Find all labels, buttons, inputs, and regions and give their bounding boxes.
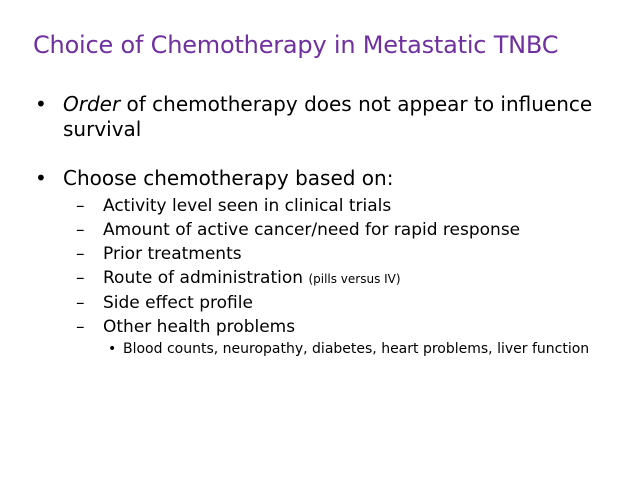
sub-bullet-text: Side effect profile [103, 293, 253, 313]
sub-bullet-note: (pills versus IV) [308, 272, 401, 286]
bullet-item-choose [33, 166, 613, 358]
sub-bullet-text: Prior treatments [103, 244, 242, 264]
sub-bullet-item [76, 315, 613, 358]
sub-bullet-item [76, 266, 613, 291]
dash-marker: – [76, 268, 85, 288]
sub-bullet-text: Amount of active cancer/need for rapid response [103, 220, 521, 240]
sub-bullet-text: Other health problems [103, 317, 296, 337]
dash-marker: – [76, 244, 85, 264]
dash-marker: – [76, 196, 85, 216]
dash-marker: – [76, 220, 85, 240]
sub-sub-bullet-text: Blood counts, neuropathy, diabetes, heart problems, liver function [123, 341, 590, 357]
sub-bullet-list [63, 194, 613, 358]
sub-sub-bullet-item [105, 340, 593, 358]
bullet-item-order [33, 92, 613, 142]
bullet-text: Choose chemotherapy based on: [63, 166, 394, 190]
slide-title: Choice of Chemotherapy in Metastatic TNBC [33, 31, 559, 59]
dash-marker: – [76, 317, 85, 337]
sub-bullet-item [76, 194, 613, 218]
bullet-list [33, 92, 613, 358]
bullet-marker: • [35, 166, 47, 190]
sub-bullet-item [76, 291, 613, 315]
dash-marker: – [76, 293, 85, 313]
bullet-marker: • [35, 92, 47, 116]
bullet-marker: • [108, 341, 117, 357]
bullet-emphasis: Order [63, 92, 121, 116]
bullet-text: of chemotherapy does not appear to influence survival [63, 92, 593, 141]
sub-bullet-text: Activity level seen in clinical trials [103, 196, 392, 216]
sub-sub-bullet-list [103, 340, 613, 358]
sub-bullet-text: Route of administration [103, 268, 309, 288]
sub-bullet-item [76, 218, 613, 242]
sub-bullet-item [76, 242, 613, 266]
